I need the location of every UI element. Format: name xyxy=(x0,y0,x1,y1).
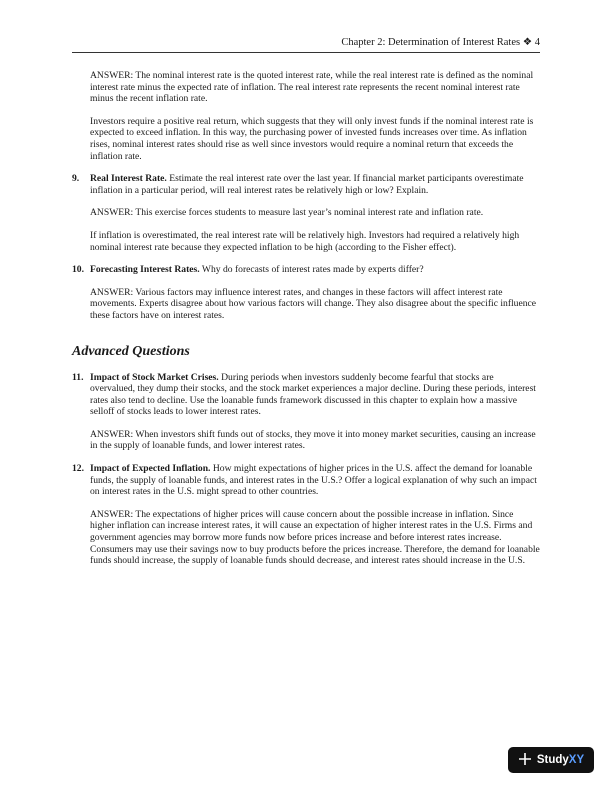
answer-paragraph: ANSWER: The expectations of higher prices will cause concern about the possible increase in inflation. Since higher inflation can increase interest rates, it will cause an expectation of higher interest rates in the U.S. Firms and government agencies may borrow more funds now before prices increase and before interest rates increase. Consumers may use their savings now to buy products before the prices increase. Therefore, the demand for loanable funds should increase, the supply of loanable funds should decrease, and interest rates should increase in the U.S. xyxy=(90,508,540,567)
question-text: Estimate the real interest rate over the last year. If financial market participants overestimate inflation in a particular period, will real interest rates be relatively high or low? Explain. xyxy=(90,173,524,196)
answer-paragraph: ANSWER: When investors shift funds out of stocks, they move it into money market securities, causing an increase in the supply of loanable funds, and lower interest rates. xyxy=(90,428,536,452)
question-number: 11. xyxy=(72,371,84,383)
studyxy-badge[interactable] xyxy=(508,747,594,773)
answer-paragraph: ANSWER: The nominal interest rate is the quoted interest rate, while the real interest rate is defined as the nominal interest rate minus the expected rate of inflation. The real interest rate represents the recent nominal interest rate minus the recent inflation rate. xyxy=(90,70,534,105)
answer-paragraph: ANSWER: This exercise forces students to measure last year’s nominal interest rate and inflation rate. xyxy=(90,207,484,219)
answer-paragraph: ANSWER: Various factors may influence interest rates, and changes in these factors will affect interest rate movements. Experts disagree about how various factors will change. They also disagree about the specific influence these factors have on interest rates. xyxy=(90,286,537,321)
question-number: 12. xyxy=(72,463,84,475)
answer-paragraph: If inflation is overestimated, the real interest rate will be relatively high. Investors had required a relatively high nominal interest rate because they expected inflation to be high (according to the Fisher effect). xyxy=(90,229,520,253)
plus-icon xyxy=(518,752,532,769)
section-heading: Advanced Questions xyxy=(72,343,190,359)
question-9 xyxy=(72,173,540,253)
answer-paragraph: Investors require a positive real return, which suggests that they will only invest funds if the nominal interest rate is expected to exceed inflation. In this way, the purchasing power of invested funds increases over time. As inflation rises, nominal interest rates should rise as well since investors would require a nominal return that exceeds the inflation rate. xyxy=(90,115,534,162)
question-title: Real Interest Rate. xyxy=(90,173,167,185)
badge-text-accent: XY xyxy=(568,754,585,766)
intro-answer xyxy=(90,70,540,162)
question-text: Why do forecasts of interest rates made by experts differ? xyxy=(199,264,424,276)
question-text: How might expectations of higher prices in the U.S. affect the demand for loanable funds, the supply of loanable funds, and interest rates in the U.S.? Offer a logical explanation of why such an impact on interest rates in the U.S. might spread to other countries. xyxy=(90,463,537,498)
question-number: 10. xyxy=(72,264,84,276)
badge-text-main: Study xyxy=(536,754,569,766)
question-number: 9. xyxy=(72,173,80,185)
question-title: Impact of Expected Inflation. xyxy=(90,463,211,475)
question-text: During periods when investors suddenly become fearful that stocks are overvalued, they dump their stocks, and the stock market experiences a major decline. During these periods, interest rates also tend to decline. Use the loanable funds framework discussed in this chapter to explain how a massive selloff of stocks leads to lower interest rates. xyxy=(90,371,536,418)
question-12 xyxy=(72,463,540,567)
header-rule xyxy=(72,52,540,53)
badge-label xyxy=(537,754,584,766)
question-10 xyxy=(72,264,540,321)
question-title: Impact of Stock Market Crises. xyxy=(90,371,219,383)
page-header: Chapter 2: Determination of Interest Rates ❖ 4 xyxy=(341,37,540,48)
question-title: Forecasting Interest Rates. xyxy=(90,264,200,276)
question-11 xyxy=(72,372,540,453)
page-content xyxy=(72,70,540,578)
